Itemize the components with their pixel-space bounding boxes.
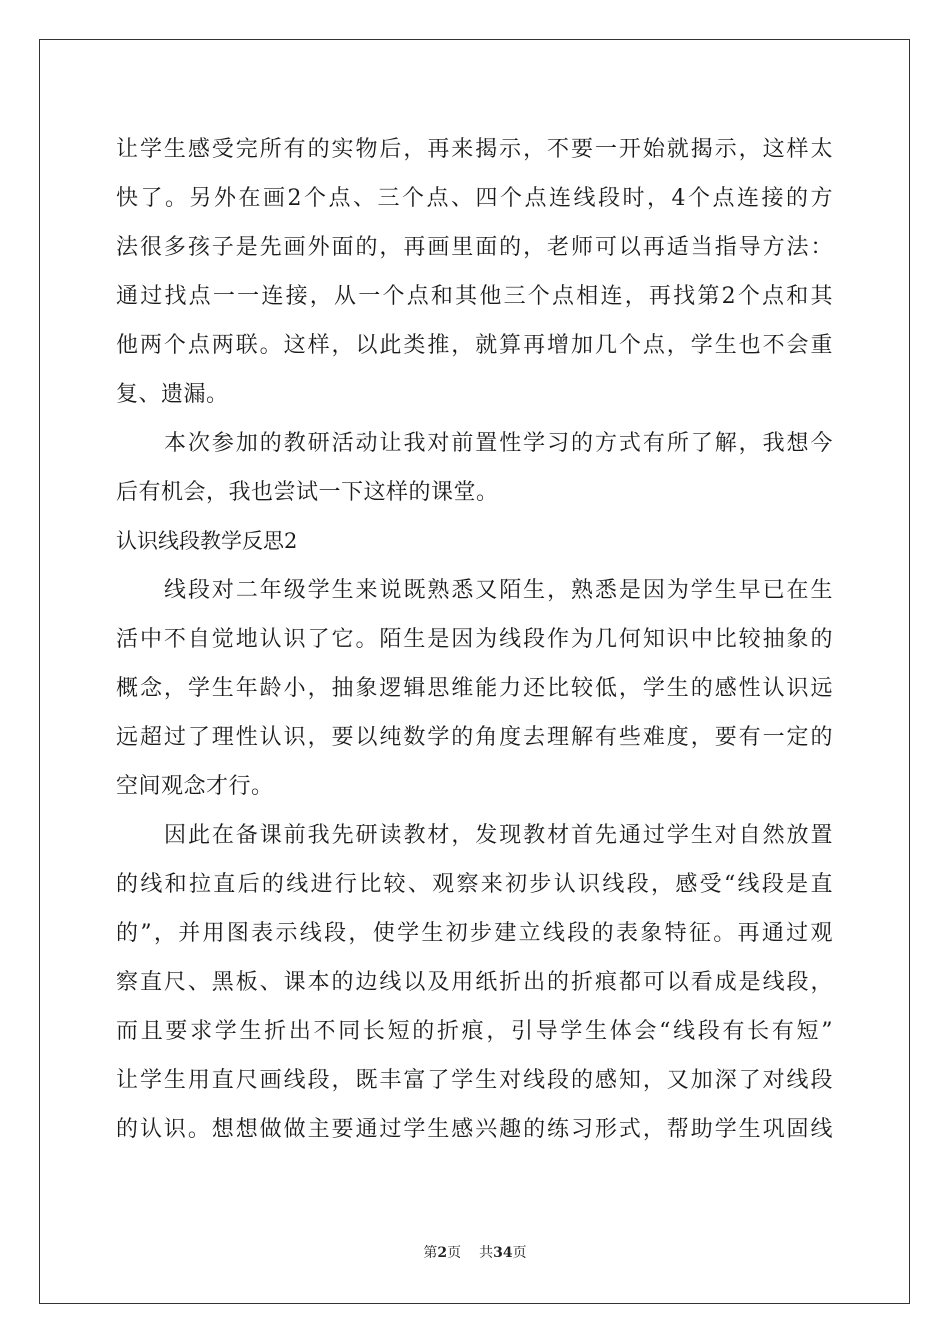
text-line: 后有机会，我也尝试一下这样的课堂。 (116, 480, 499, 505)
page-prefix: 第 (423, 1245, 438, 1261)
paragraph-first-line: 线段对二年级学生来说既熟悉又陌生，熟悉是因为学生早已在生 (164, 578, 833, 603)
text-line: 快了。另外在画2个点、三个点、四个点连线段时，4个点连接的方 (116, 186, 833, 211)
text-line: 察直尺、黑板、课本的边线以及用纸折出的折痕都可以看成是线段， (116, 970, 833, 995)
total-prefix: 共 (479, 1245, 494, 1261)
section-heading: 认识线段教学反思2 (116, 529, 298, 553)
text-line: 远超过了理性认识，要以纯数学的角度去理解有些难度，要有一定的 (116, 725, 833, 750)
text-line: 空间观念才行。 (116, 774, 274, 799)
total-suffix: 页 (512, 1245, 527, 1261)
total-pages: 34 (493, 1245, 513, 1261)
text-line: 的认识。想想做做主要通过学生感兴趣的练习形式，帮助学生巩固线 (116, 1117, 833, 1142)
paragraph-first-line: 因此在备课前我先研读教材，发现教材首先通过学生对自然放置 (164, 823, 833, 848)
paragraph-first-line: 本次参加的教研活动让我对前置性学习的方式有所了解，我想今 (164, 431, 833, 456)
text-line: 复、遗漏。 (116, 382, 229, 407)
text-line: 概念，学生年龄小，抽象逻辑思维能力还比较低，学生的感性认识远 (116, 676, 833, 701)
text-line: 法很多孩子是先画外面的，再画里面的，老师可以再适当指导方法： (116, 235, 833, 260)
text-line: 让学生用直尺画线段，既丰富了学生对线段的感知，又加深了对线段 (116, 1068, 833, 1093)
text-line: 而且要求学生折出不同长短的折痕，引导学生体会“线段有长有短” (116, 1019, 833, 1044)
text-line: 的线和拉直后的线进行比较、观察来初步认识线段，感受“线段是直 (116, 872, 833, 897)
text-line: 通过找点一一连接，从一个点和其他三个点相连，再找第2个点和其 (116, 284, 833, 309)
text-line: 的”，并用图表示线段，使学生初步建立线段的表象特征。再通过观 (116, 921, 833, 946)
text-line: 他两个点两联。这样，以此类推，就算再增加几个点，学生也不会重 (116, 333, 833, 358)
page-number: 2 (437, 1245, 448, 1261)
document-body (116, 125, 833, 1154)
text-line: 让学生感受完所有的实物后，再来揭示，不要一开始就揭示，这样太 (116, 137, 833, 162)
page-footer (0, 1242, 950, 1262)
page-suffix: 页 (447, 1245, 462, 1261)
text-line: 活中不自觉地认识了它。陌生是因为线段作为几何知识中比较抽象的 (116, 627, 833, 652)
